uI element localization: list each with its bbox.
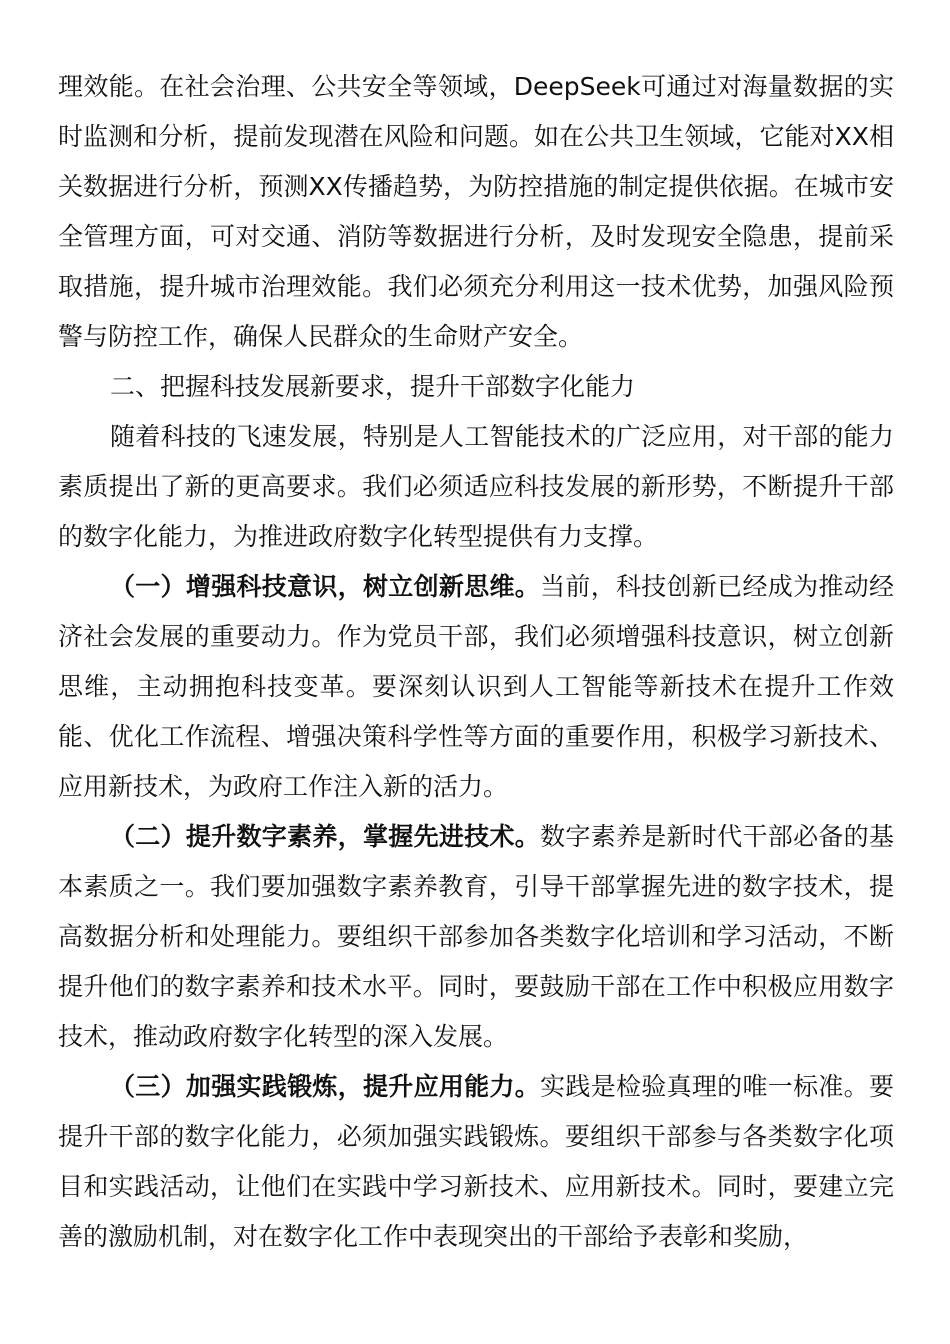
subsection-2-body: 数字素养是新时代干部必备的基本素质之一。我们要加强数字素养教育，引导干部掌握先进的数字技术，提高数据分析和处理能力。要组织干部参加各类数字化培训和学习活动，不断提升他们的数字素养和技术水平。同时，要鼓励干部在工作中积极应用数字技术，推动政府数字化转型的深入发展。 (58, 822, 894, 1051)
subsection-3 (58, 1062, 894, 1262)
document-page (58, 62, 894, 1262)
subsection-2-title: （二）提升数字素养，掌握先进技术。 (110, 822, 541, 851)
subsection-2 (58, 812, 894, 1062)
subsection-3-body: 实践是检验真理的唯一标准。要提升干部的数字化能力，必须加强实践锻炼。要组织干部参与各类数字化项目和实践活动，让他们在实践中学习新技术、应用新技术。同时，要建立完善的激励机制，对在数字化工作中表现突出的干部给予表彰和奖励， (58, 1072, 894, 1251)
paragraph-intro: 随着科技的飞速发展，特别是人工智能技术的广泛应用，对干部的能力素质提出了新的更高要求。我们必须适应科技发展的新形势，不断提升干部的数字化能力，为推进政府数字化转型提供有力支撑。 (58, 422, 894, 551)
subsection-3-title: （三）加强实践锻炼，提升应用能力。 (110, 1072, 541, 1101)
paragraph-continuation: 理效能。在社会治理、公共安全等领域，DeepSeek可通过对海量数据的实时监测和分析，提前发现潜在风险和问题。如在公共卫生领域，它能对XX相关数据进行分析，预测XX传播趋势，为防控措施的制定提供依据。在城市安全管理方面，可对交通、消防等数据进行分析，及时发现安全隐患，提前采取措施，提升城市治理效能。我们必须充分利用这一技术优势，加强风险预警与防控工作，确保人民群众的生命财产安全。 (58, 72, 894, 351)
subsection-1 (58, 562, 894, 812)
subsection-1-body: 当前，科技创新已经成为推动经济社会发展的重要动力。作为党员干部，我们必须增强科技意识，树立创新思维，主动拥抱科技变革。要深刻认识到人工智能等新技术在提升工作效能、优化工作流程、增强决策科学性等方面的重要作用，积极学习新技术、应用新技术，为政府工作注入新的活力。 (58, 572, 894, 801)
section-heading: 二、把握科技发展新要求，提升干部数字化能力 (110, 372, 636, 401)
subsection-1-title: （一）增强科技意识，树立创新思维。 (110, 572, 541, 601)
